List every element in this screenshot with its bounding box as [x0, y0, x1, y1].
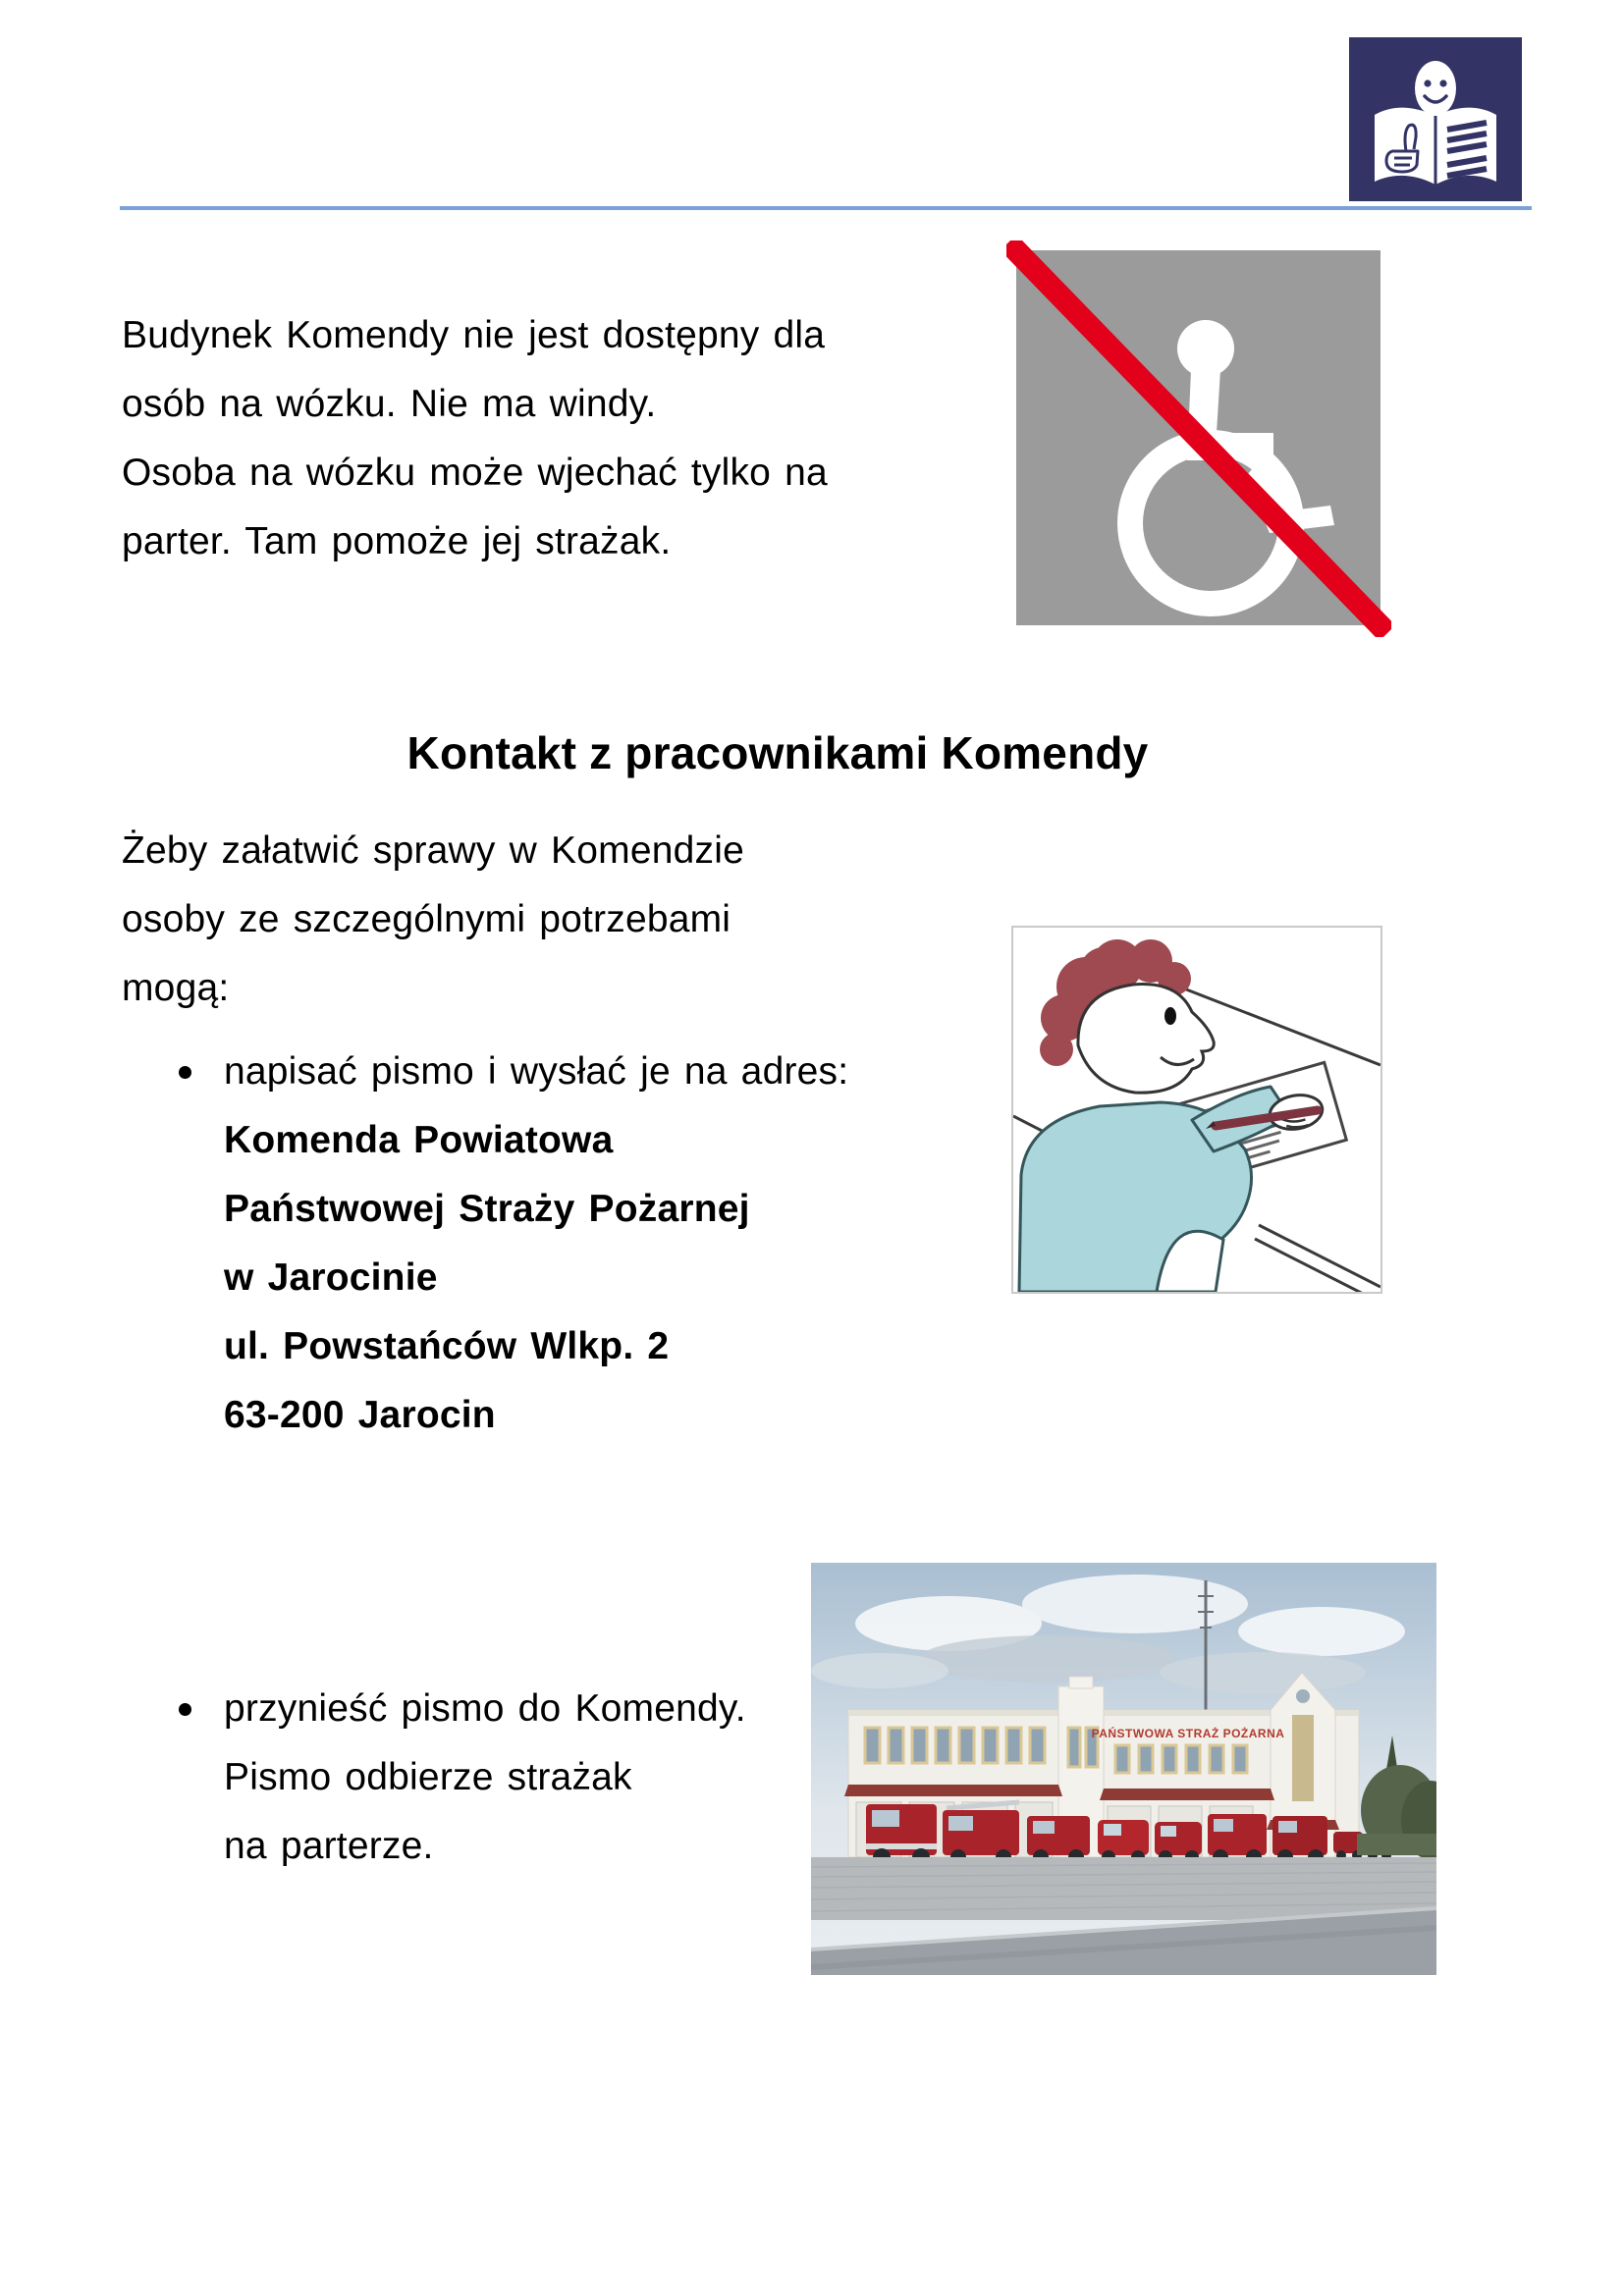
easy-to-read-logo	[1349, 37, 1522, 201]
needs-line: mogą:	[122, 967, 230, 1009]
bullet-text: przynieść pismo do Komendy.	[224, 1687, 746, 1730]
bullet-continuation-line: na parterze.	[224, 1825, 434, 1867]
needs-line: Żeby załatwić sprawy w Komendzie	[122, 829, 744, 872]
needs-line: osoby ze szczególnymi potrzebami	[122, 898, 731, 940]
header-divider-line	[120, 206, 1532, 210]
address-line: Komenda Powiatowa	[224, 1119, 614, 1161]
bullet-continuation-line: Pismo odbierze strażak	[224, 1756, 632, 1798]
section-heading: Kontakt z pracownikami Komendy	[406, 727, 1149, 778]
address-line: Państwowej Straży Pożarnej	[224, 1188, 750, 1230]
fire-station-photo-graphic	[811, 1563, 1436, 1975]
plaza-cobblestones	[811, 1857, 1436, 1920]
easy-to-read-logo-graphic	[1349, 37, 1522, 201]
fire-station-building-photo	[811, 1563, 1436, 1975]
intro-line: Osoba na wózku może wjechać tylko na	[122, 452, 828, 494]
person-writing-letter-illustration	[1011, 926, 1382, 1294]
bullet-item-bring-letter	[122, 1675, 746, 1881]
writing-illustration-graphic	[1013, 928, 1380, 1292]
fire-station-sign-text: PAŃSTWOWA STRAŻ POŻARNA	[1091, 1727, 1285, 1740]
no-wheelchair-access-sign	[1006, 240, 1391, 637]
bullet-dot	[179, 1066, 191, 1079]
no-wheelchair-sign-graphic	[1006, 240, 1391, 637]
open-book-icon	[1375, 108, 1496, 185]
address-line: 63-200 Jarocin	[224, 1394, 496, 1436]
intro-paragraph	[122, 301, 828, 576]
needs-paragraph	[122, 817, 744, 1023]
reader-figure-icon	[1415, 61, 1456, 116]
intro-line: osób na wózku. Nie ma windy.	[122, 383, 657, 425]
bullet-dot	[179, 1703, 191, 1716]
bullet-text: napisać pismo i wysłać je na adres:	[224, 1050, 849, 1093]
intro-line: Budynek Komendy nie jest dostępny dla	[122, 314, 826, 356]
bullet-item-write-letter	[122, 1038, 848, 1450]
eye	[1164, 1007, 1176, 1025]
bullet-line	[122, 1038, 848, 1106]
bullet-line	[122, 1675, 746, 1743]
address-line: w Jarocinie	[224, 1256, 438, 1299]
address-line: ul. Powstańców Wlkp. 2	[224, 1325, 670, 1367]
intro-line: parter. Tam pomoże jej strażak.	[122, 520, 672, 562]
